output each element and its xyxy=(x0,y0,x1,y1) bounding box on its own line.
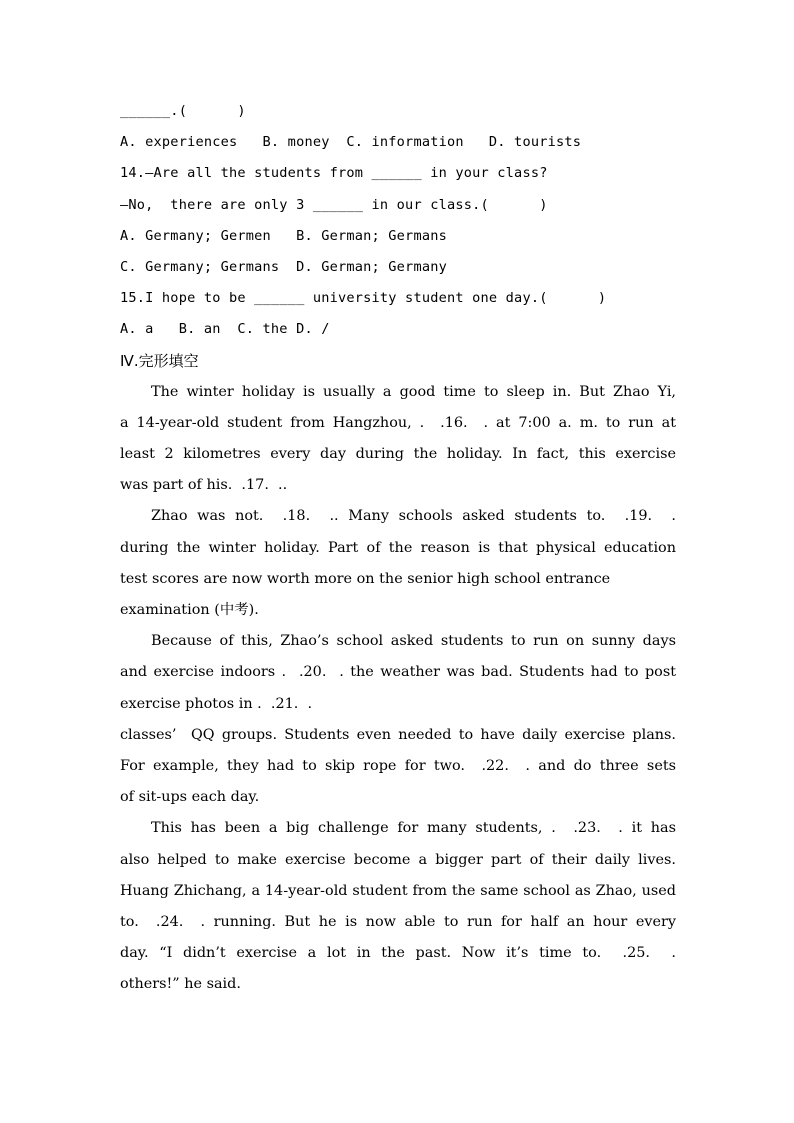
passage-p1-line: was part of his. .17. .. xyxy=(120,477,288,494)
passage-p3-line: and exercise indoors . .20. . the weather was bad. Students had to post xyxy=(120,664,676,681)
question-14-reply: —No, there are only 3 ______ in our class.( ) xyxy=(120,196,548,213)
passage-p1-line: least 2 kilometres every day during the holiday. In fact, this exercise xyxy=(120,446,676,463)
passage-p3-line: classes’ QQ groups. Students even needed to have daily exercise plans. xyxy=(120,726,676,743)
passage-p4-line: day. “I didn’t exercise a lot in the past. Now it’s time to. .25. . xyxy=(120,945,676,962)
passage-p2-line: examination (中考). xyxy=(120,602,259,618)
passage-p2-line: Zhao was not. .18. .. Many schools asked students to. .19. . xyxy=(151,508,676,525)
passage-p2-line: during the winter holiday. Part of the reason is that physical education xyxy=(120,539,676,556)
passage-p4-line: This has been a big challenge for many students, . .23. . it has xyxy=(151,820,676,837)
question-14-options-ab: A. Germany; Germen B. German; Germans xyxy=(120,227,447,244)
question-13-tail: ______.( ) xyxy=(120,103,246,119)
passage-p4-line: Huang Zhichang, a 14-year-old student from the same school as Zhao, used xyxy=(120,882,676,899)
document-page xyxy=(120,96,676,1000)
passage-p1-line: a 14-year-old student from Hangzhou, . .16. . at 7:00 a. m. to run at xyxy=(120,414,676,431)
passage-p3-line: For example, they had to skip rope for two. .22. . and do three sets xyxy=(120,757,676,774)
passage-p1-line: The winter holiday is usually a good time to sleep in. But Zhao Yi, xyxy=(151,383,676,400)
question-15-prompt: 15.I hope to be ______ university student one day.( ) xyxy=(120,290,607,307)
section-heading-cloze: Ⅳ.完形填空 xyxy=(120,351,199,370)
passage-p4-line: others!” he said. xyxy=(120,976,241,993)
passage-p4-line: also helped to make exercise become a bigger part of their daily lives. xyxy=(120,851,676,868)
passage-p3-line: exercise photos in . .21. . xyxy=(120,695,313,712)
question-14-prompt: 14.—Are all the students from ______ in your class? xyxy=(120,165,548,182)
passage-p2-line: test scores are now worth more on the senior high school entrance xyxy=(120,570,611,587)
question-13-options: A. experiences B. money C. information D. tourists xyxy=(120,134,582,151)
question-14-options-cd: C. Germany; Germans D. German; Germany xyxy=(120,258,447,275)
passage-p4-line: to. .24. . running. But he is now able to run for half an hour every xyxy=(120,913,676,930)
passage-p3-line: Because of this, Zhao’s school asked students to run on sunny days xyxy=(151,633,676,650)
passage-p3-line: of sit-ups each day. xyxy=(120,789,260,806)
question-15-options: A. a B. an C. the D. / xyxy=(120,321,330,338)
